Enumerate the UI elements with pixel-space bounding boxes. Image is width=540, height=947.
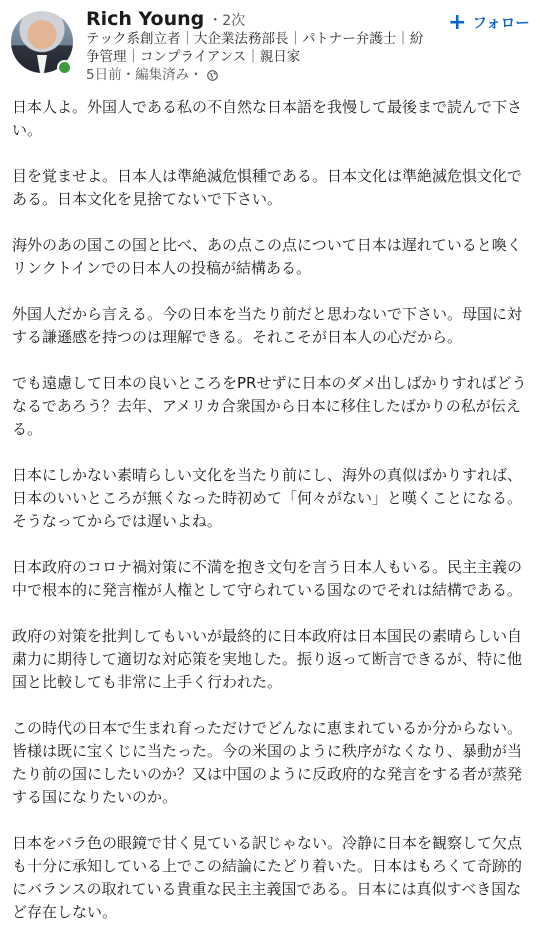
post-paragraph-5: でも遠慮して日本の良いところをPRせずに日本のダメ出しばかりすればどうなるであろう？去年、アメリカ合衆国から日本に移住したばかりの私が伝える。 bbox=[12, 374, 527, 438]
globe-icon bbox=[207, 70, 218, 81]
post-paragraph-4: 外国人だから言える。今の日本を当たり前だと思わないで下さい。母国に対する謙遜感を持つのは理解できる。それこそが日本人の心だから。 bbox=[12, 305, 523, 346]
post-meta bbox=[86, 66, 218, 84]
post-paragraph-2: 目を覚ませよ。日本人は準絶滅危惧種である。日本文化は準絶滅危惧文化である。日本文化を見捨てないで下さい。 bbox=[12, 167, 523, 208]
post-header bbox=[0, 0, 540, 92]
connection-degree: ・2次 bbox=[208, 13, 246, 29]
post-paragraph-7: 日本政府のコロナ禍対策に不満を抱き文句を言う日本人もいる。民主主義の中で根本的に発言権が人権として守られている国なのでそれは結構である。 bbox=[12, 558, 523, 599]
author-name[interactable]: Rich Young bbox=[86, 8, 205, 30]
post-paragraph-9: この時代の日本で生まれ育っただけでどんなに恵まれているか分からない。皆様は既に宝くじに当たった。今の米国のように秩序がなくなり、暴動が当たり前の国にしたいのか？又は中国のように反政府的な発言をする者が蒸発する国になりたいのか。 bbox=[12, 719, 523, 806]
post-paragraph-8: 政府の対策を批判してもいいが最終的に日本政府は日本国民の素晴らしい自粛力に期待して適切な対応策を実地した。振り返って断言できるが、特に他国と比較しても非常に上手く行われた。 bbox=[12, 627, 523, 691]
plus-icon: + bbox=[448, 9, 467, 35]
follow-label: フォロー bbox=[472, 16, 530, 32]
author-name-row bbox=[86, 8, 245, 32]
post-paragraph-10: 日本をバラ色の眼鏡で甘く見ている訳じゃない。冷静に日本を観察して欠点も十分に承知している上でこの結論にたどり着いた。日本はもろくて奇跡的にバランスの取れている貴重な民主主義国である。日本には真似すべき国など存在しない。 bbox=[12, 834, 523, 921]
post-timestamp: 5日前・編集済み・ bbox=[86, 67, 203, 83]
post-paragraph-6: 日本にしかない素晴らしい文化を当たり前にし、海外の真似ばかりすれば、日本のいいところが無くなった時初めて「何々がない」と嘆くことになる。そうなってからでは遅いよね。 bbox=[12, 466, 523, 530]
post-body bbox=[12, 96, 530, 947]
avatar-tie-shape bbox=[37, 55, 47, 73]
post-paragraph-3: 海外のあの国この国と比べ、あの点この点について日本は遅れていると喚くリンクトインでの日本人の投稿が結構ある。 bbox=[12, 236, 522, 277]
online-status-icon bbox=[57, 60, 72, 75]
post-paragraph-1: 日本人よ。外国人である私の不自然な日本語を我慢して最後まで読んで下さい。 bbox=[12, 98, 523, 139]
follow-button[interactable] bbox=[448, 9, 530, 35]
author-headline: テック系創立者｜大企業法務部長｜パトナー弁護士｜紛争管理｜コンプライアンス｜親日家 bbox=[86, 31, 424, 65]
